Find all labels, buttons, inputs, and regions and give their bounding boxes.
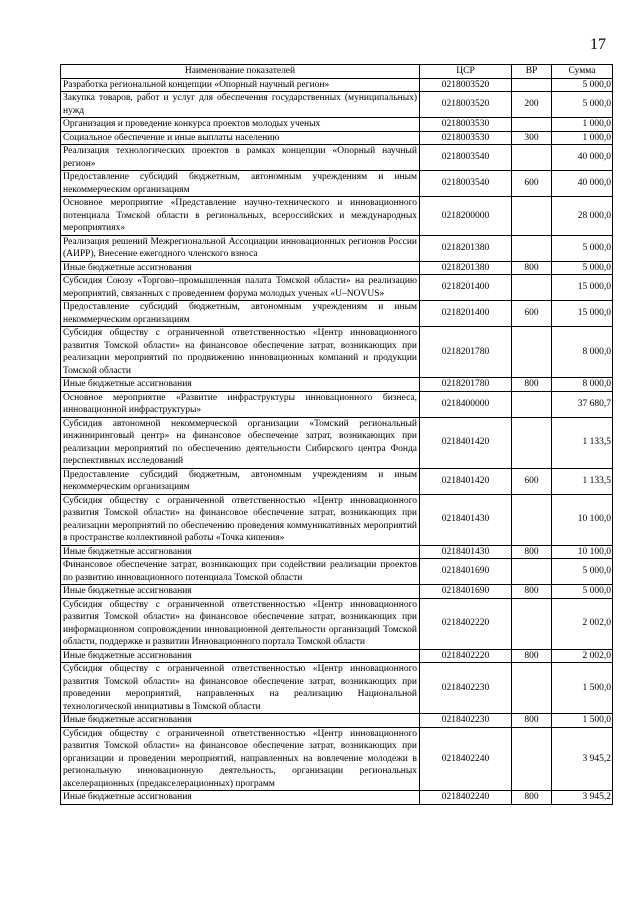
row-sum: 5 000,0 xyxy=(552,78,613,92)
table-row xyxy=(61,494,613,545)
header-sum: Сумма xyxy=(552,65,613,79)
header-name: Наименование показателей xyxy=(61,65,420,79)
row-vr: 600 xyxy=(512,301,552,327)
row-name: Иные бюджетные ассигнования xyxy=(61,585,420,599)
row-csr: 0218401420 xyxy=(420,468,512,494)
row-sum: 10 100,0 xyxy=(552,494,613,545)
page-number: 17 xyxy=(590,36,606,53)
table-row xyxy=(61,327,613,378)
row-name: Разработка региональной концепции «Опорный научный регион» xyxy=(61,78,420,92)
row-csr: 0218201780 xyxy=(420,378,512,392)
table-row xyxy=(61,585,613,599)
row-vr xyxy=(512,197,552,236)
row-csr: 0218003520 xyxy=(420,78,512,92)
row-sum: 28 000,0 xyxy=(552,197,613,236)
row-name: Иные бюджетные ассигнования xyxy=(61,791,420,805)
row-csr: 0218201380 xyxy=(420,261,512,275)
row-name: Основное мероприятие «Развитие инфраструктуры инновационного бизнеса, инновационной инфраструктуры» xyxy=(61,391,420,417)
row-name: Закупка товаров, работ и услуг для обеспечения государственных (муниципальных) нужд xyxy=(61,92,420,118)
table-row xyxy=(61,545,613,559)
row-vr xyxy=(512,327,552,378)
row-name: Предоставление субсидий бюджетным, автономным учреждениям и иным некоммерческим организациям xyxy=(61,171,420,197)
table-row xyxy=(61,171,613,197)
row-vr: 800 xyxy=(512,545,552,559)
table-row xyxy=(61,714,613,728)
row-sum: 8 000,0 xyxy=(552,327,613,378)
row-vr: 600 xyxy=(512,468,552,494)
row-sum: 5 000,0 xyxy=(552,235,613,261)
table-row xyxy=(61,235,613,261)
row-csr: 0218003540 xyxy=(420,145,512,171)
header-vr: ВР xyxy=(512,65,552,79)
row-vr xyxy=(512,727,552,791)
row-csr: 0218400000 xyxy=(420,391,512,417)
table-row xyxy=(61,727,613,791)
row-csr: 0218201400 xyxy=(420,275,512,301)
row-vr xyxy=(512,391,552,417)
row-vr: 800 xyxy=(512,261,552,275)
row-vr: 300 xyxy=(512,131,552,145)
row-csr: 0218003520 xyxy=(420,92,512,118)
table-row xyxy=(61,559,613,585)
row-sum: 5 000,0 xyxy=(552,92,613,118)
row-vr: 800 xyxy=(512,649,552,663)
row-csr: 0218401690 xyxy=(420,559,512,585)
table-row xyxy=(61,391,613,417)
row-vr: 800 xyxy=(512,585,552,599)
row-csr: 0218201380 xyxy=(420,235,512,261)
table-row xyxy=(61,78,613,92)
row-csr: 0218402230 xyxy=(420,663,512,714)
table-row xyxy=(61,261,613,275)
row-vr: 600 xyxy=(512,171,552,197)
table-row xyxy=(61,92,613,118)
row-csr: 0218003540 xyxy=(420,171,512,197)
row-name: Иные бюджетные ассигнования xyxy=(61,261,420,275)
row-sum: 5 000,0 xyxy=(552,261,613,275)
table-row xyxy=(61,598,613,649)
table-row xyxy=(61,791,613,805)
row-vr xyxy=(512,598,552,649)
table-row xyxy=(61,663,613,714)
row-vr xyxy=(512,559,552,585)
row-vr xyxy=(512,235,552,261)
row-csr: 0218201780 xyxy=(420,327,512,378)
row-name: Субсидия обществу с ограниченной ответственностью «Центр инновационного развития Томской области» на финансовое обеспечение затрат, возникающих при информационном сопровождении инновационной деятельности организаций Томской области, поддержке и развитии Инновационного портала Томской области xyxy=(61,598,420,649)
row-vr: 800 xyxy=(512,378,552,392)
row-sum: 1 500,0 xyxy=(552,663,613,714)
row-csr: 0218401690 xyxy=(420,585,512,599)
row-name: Субсидия Союзу «Торгово–промышленная палата Томской области» на реализацию мероприятий, связанных с проведением форума молодых ученых «U–NOVUS» xyxy=(61,275,420,301)
row-name: Реализация решений Межрегиональной Ассоциации инновационных регионов России (АИРР), Внесение ежегодного членского взноса xyxy=(61,235,420,261)
row-name: Предоставление субсидий бюджетным, автономным учреждениям и иным некоммерческим организациям xyxy=(61,468,420,494)
table-row xyxy=(61,417,613,468)
row-sum: 3 945,2 xyxy=(552,727,613,791)
row-name: Иные бюджетные ассигнования xyxy=(61,649,420,663)
row-vr: 800 xyxy=(512,791,552,805)
row-sum: 40 000,0 xyxy=(552,145,613,171)
row-sum: 40 000,0 xyxy=(552,171,613,197)
row-vr xyxy=(512,494,552,545)
row-sum: 1 000,0 xyxy=(552,118,613,132)
table-row xyxy=(61,378,613,392)
table-row xyxy=(61,145,613,171)
row-vr xyxy=(512,417,552,468)
row-vr: 800 xyxy=(512,714,552,728)
row-name: Иные бюджетные ассигнования xyxy=(61,714,420,728)
row-vr xyxy=(512,275,552,301)
row-sum: 1 500,0 xyxy=(552,714,613,728)
row-name: Основное мероприятие «Представление научно-технического и инновационного потенциала Томской области в региональных, всероссийских и международных мероприятиях» xyxy=(61,197,420,236)
row-sum: 10 100,0 xyxy=(552,545,613,559)
table-row xyxy=(61,275,613,301)
row-vr xyxy=(512,145,552,171)
row-name: Иные бюджетные ассигнования xyxy=(61,378,420,392)
row-csr: 0218402240 xyxy=(420,727,512,791)
row-name: Финансовое обеспечение затрат, возникающих при содействии реализации проектов по развитию инновационного потенциала Томской области xyxy=(61,559,420,585)
row-csr: 0218402240 xyxy=(420,791,512,805)
row-vr: 200 xyxy=(512,92,552,118)
table-body xyxy=(61,78,613,804)
row-name: Предоставление субсидий бюджетным, автономным учреждениям и иным некоммерческим организациям xyxy=(61,301,420,327)
row-name: Субсидия обществу с ограниченной ответственностью «Центр инновационного развития Томской области» на финансовое обеспечение затрат, возникающих при реализации мероприятий по обеспечению проведения коммуникативных мероприятий в пространстве коллективной работы «Точка кипения» xyxy=(61,494,420,545)
row-name: Субсидия обществу с ограниченной ответственностью «Центр инновационного развития Томской области» на финансовое обеспечение затрат, возникающих при реализации мероприятий по продвижению инновационных компаний и продукции Томской области xyxy=(61,327,420,378)
row-vr xyxy=(512,663,552,714)
row-sum: 15 000,0 xyxy=(552,275,613,301)
row-sum: 15 000,0 xyxy=(552,301,613,327)
row-csr: 0218401420 xyxy=(420,417,512,468)
table-row xyxy=(61,301,613,327)
row-csr: 0218401430 xyxy=(420,545,512,559)
row-name: Реализация технологических проектов в рамках концепции «Опорный научный регион» xyxy=(61,145,420,171)
row-csr: 0218402220 xyxy=(420,649,512,663)
row-csr: 0218402230 xyxy=(420,714,512,728)
row-sum: 37 680,7 xyxy=(552,391,613,417)
row-csr: 0218003530 xyxy=(420,131,512,145)
row-vr xyxy=(512,118,552,132)
table-row xyxy=(61,197,613,236)
row-sum: 1 133,5 xyxy=(552,468,613,494)
table-row xyxy=(61,131,613,145)
row-name: Иные бюджетные ассигнования xyxy=(61,545,420,559)
row-sum: 1 133,5 xyxy=(552,417,613,468)
row-csr: 0218200000 xyxy=(420,197,512,236)
row-csr: 0218401430 xyxy=(420,494,512,545)
row-sum: 1 000,0 xyxy=(552,131,613,145)
row-sum: 5 000,0 xyxy=(552,585,613,599)
row-name: Субсидия обществу с ограниченной ответственностью «Центр инновационного развития Томской области» на финансовое обеспечение затрат, возникающих при проведении мероприятий, направленных на реализацию Национальной технологической инициативы в Томской области xyxy=(61,663,420,714)
table-row xyxy=(61,468,613,494)
row-sum: 8 000,0 xyxy=(552,378,613,392)
row-sum: 3 945,2 xyxy=(552,791,613,805)
table-row xyxy=(61,649,613,663)
row-name: Субсидия обществу с ограниченной ответственностью «Центр инновационного развития Томской области» на финансовое обеспечение затрат, возникающих при организации и проведении мероприятий, направленных на вовлечение молодежи в региональную инновационную деятельность, организации региональных акселерационных (предакселерационных) программ xyxy=(61,727,420,791)
row-sum: 5 000,0 xyxy=(552,559,613,585)
row-sum: 2 002,0 xyxy=(552,649,613,663)
row-name: Социальное обеспечение и иные выплаты населению xyxy=(61,131,420,145)
row-sum: 2 002,0 xyxy=(552,598,613,649)
row-name: Организация и проведение конкурса проектов молодых ученых xyxy=(61,118,420,132)
row-name: Субсидия автономной некоммерческой организации «Томский региональный инжиниринговый центр» на финансовое обеспечение затрат, возникающих при реализации мероприятий по обеспечению деятельности Сибирского центра Фонда перспективных исследований xyxy=(61,417,420,468)
table-header-row xyxy=(61,65,613,79)
row-csr: 0218003530 xyxy=(420,118,512,132)
budget-table xyxy=(60,64,613,805)
row-vr xyxy=(512,78,552,92)
header-csr: ЦСР xyxy=(420,65,512,79)
row-csr: 0218402220 xyxy=(420,598,512,649)
table-row xyxy=(61,118,613,132)
row-csr: 0218201400 xyxy=(420,301,512,327)
